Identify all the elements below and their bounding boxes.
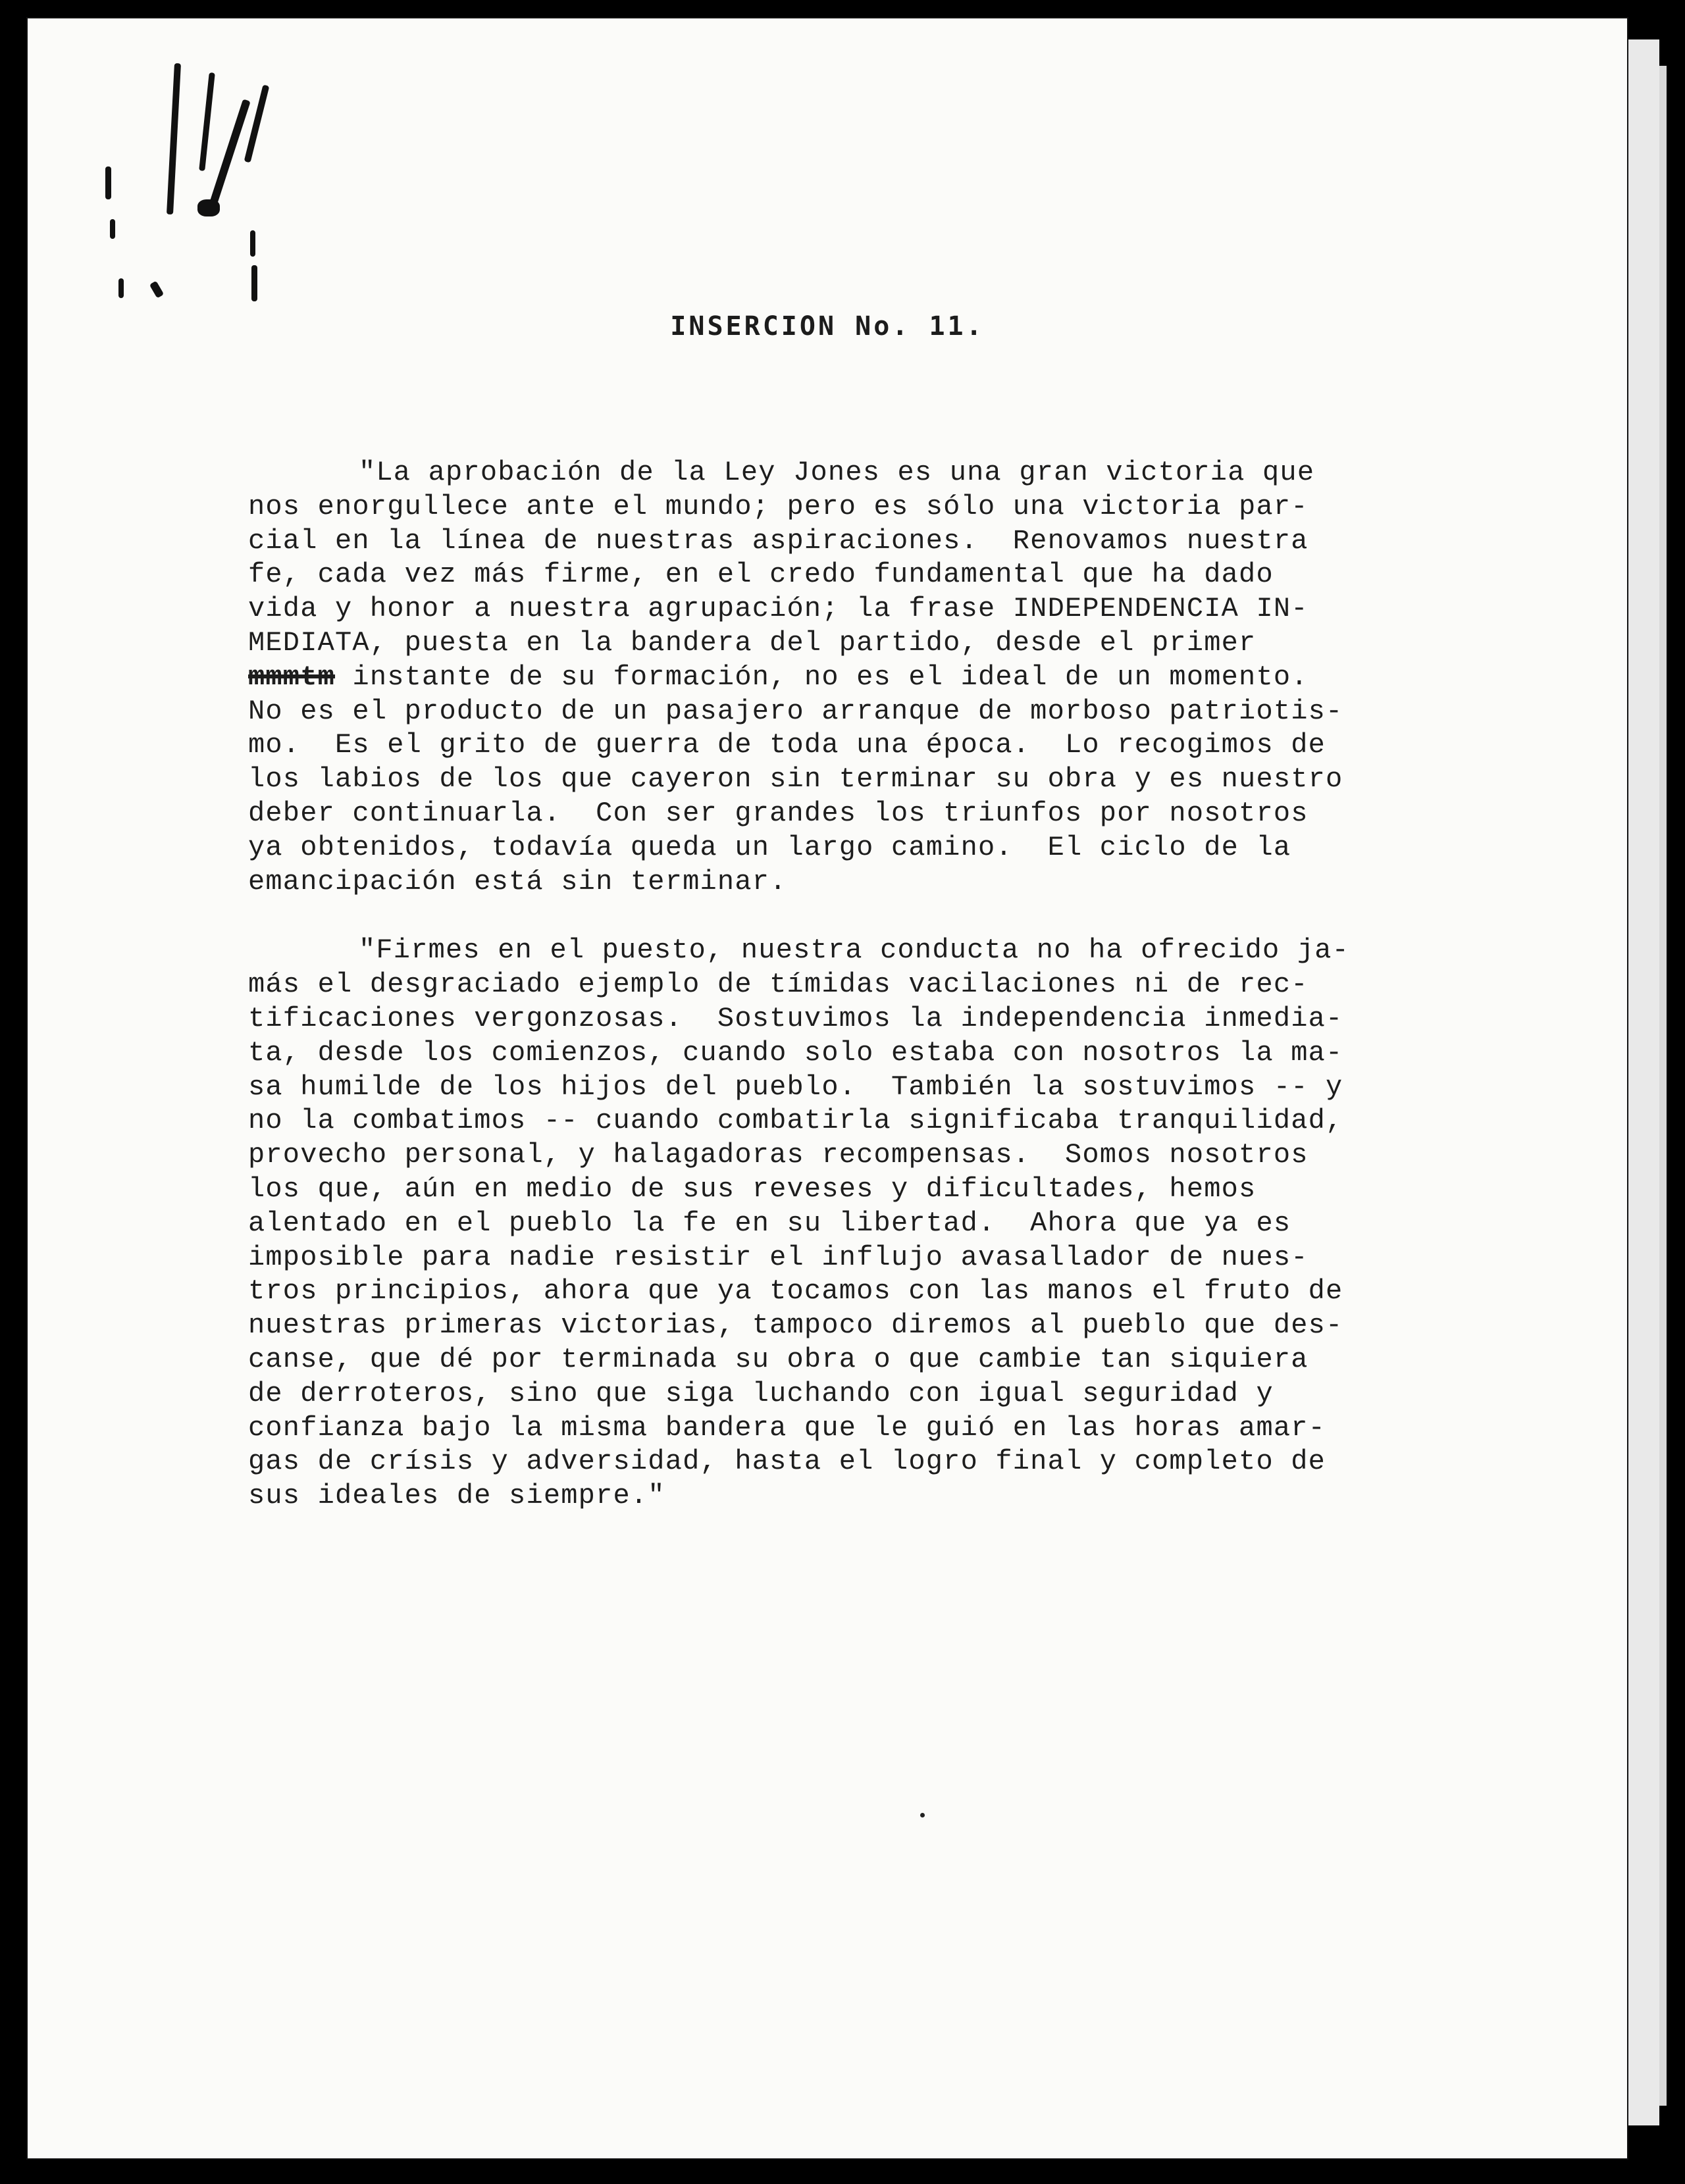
- document-page: [28, 18, 1627, 2158]
- text-line: imposible para nadie resistir el influjo avasallador de nues-: [248, 1241, 1309, 1273]
- text-line: ya obtenidos, todavía queda un largo camino. El ciclo de la: [248, 831, 1291, 863]
- text-line: confianza bajo la misma bandera que le guió en las horas amar-: [248, 1411, 1326, 1444]
- body-text: [248, 456, 1538, 1548]
- text-line: emancipación está sin terminar.: [248, 865, 787, 898]
- paragraph: [248, 456, 1538, 899]
- text-line: mo. Es el grito de guerra de toda una época. Lo recogimos de: [248, 729, 1326, 761]
- page-title: INSERCION No. 11.: [670, 311, 985, 342]
- text-line: alentado en el pueblo la fe en su libertad. Ahora que ya es: [248, 1207, 1291, 1239]
- text-line: provecho personal, y halagadoras recompensas. Somos nosotros: [248, 1139, 1309, 1171]
- text-line: gas de crísis y adversidad, hasta el logro final y completo de: [248, 1446, 1326, 1478]
- text-line-rest: instante de su formación, no es el ideal de un momento.: [352, 661, 1309, 693]
- text-line: vida y honor a nuestra agrupación; la frase INDEPENDENCIA IN-: [248, 593, 1309, 625]
- text-line: "La aprobación de la Ley Jones es una gran victoria que: [359, 457, 1315, 488]
- stray-ink-dot: [920, 1813, 925, 1817]
- text-line: cial en la línea de nuestras aspiraciones. Renovamos nuestra: [248, 524, 1309, 557]
- text-line: MEDIATA, puesta en la bandera del partido, desde el primer: [248, 626, 1257, 659]
- text-line: No es el producto de un pasajero arranque de morboso patriotis-: [248, 695, 1343, 727]
- struck-out-word: mmmtm: [248, 661, 336, 693]
- text-line: deber continuarla. Con ser grandes los triunfos por nosotros: [248, 797, 1309, 829]
- text-line: los labios de los que cayeron sin terminar su obra y es nuestro: [248, 763, 1343, 796]
- text-line: de derroteros, sino que siga luchando con igual seguridad y: [248, 1377, 1274, 1409]
- text-line-with-strikeout: [248, 661, 1538, 695]
- text-line: tros principios, ahora que ya tocamos con las manos el fruto de: [248, 1275, 1343, 1308]
- text-line: ta, desde los comienzos, cuando solo estaba con nosotros la ma-: [248, 1036, 1343, 1069]
- text-line: "Firmes en el puesto, nuestra conducta no ha ofrecido ja-: [359, 934, 1350, 967]
- text-line: tificaciones vergonzosas. Sostuvimos la independencia inmedia-: [248, 1002, 1343, 1034]
- text-line: más el desgraciado ejemplo de tímidas vacilaciones ni de rec-: [248, 969, 1309, 1001]
- text-line: no la combatimos -- cuando combatirla significaba tranquilidad,: [248, 1105, 1343, 1137]
- paragraph: [248, 934, 1538, 1513]
- text-line: sa humilde de los hijos del pueblo. También la sostuvimos -- y: [248, 1071, 1343, 1103]
- text-line: los que, aún en medio de sus reveses y dificultades, hemos: [248, 1173, 1257, 1205]
- text-line: fe, cada vez más firme, en el credo fundamental que ha dado: [248, 559, 1274, 591]
- text-line: nuestras primeras victorias, tampoco diremos al pueblo que des-: [248, 1309, 1343, 1342]
- text-line: nos enorgullece ante el mundo; pero es sólo una victoria par-: [248, 490, 1309, 522]
- text-line: canse, que dé por terminada su obra o que cambie tan siquiera: [248, 1343, 1309, 1375]
- text-line: sus ideales de siempre.": [248, 1480, 665, 1512]
